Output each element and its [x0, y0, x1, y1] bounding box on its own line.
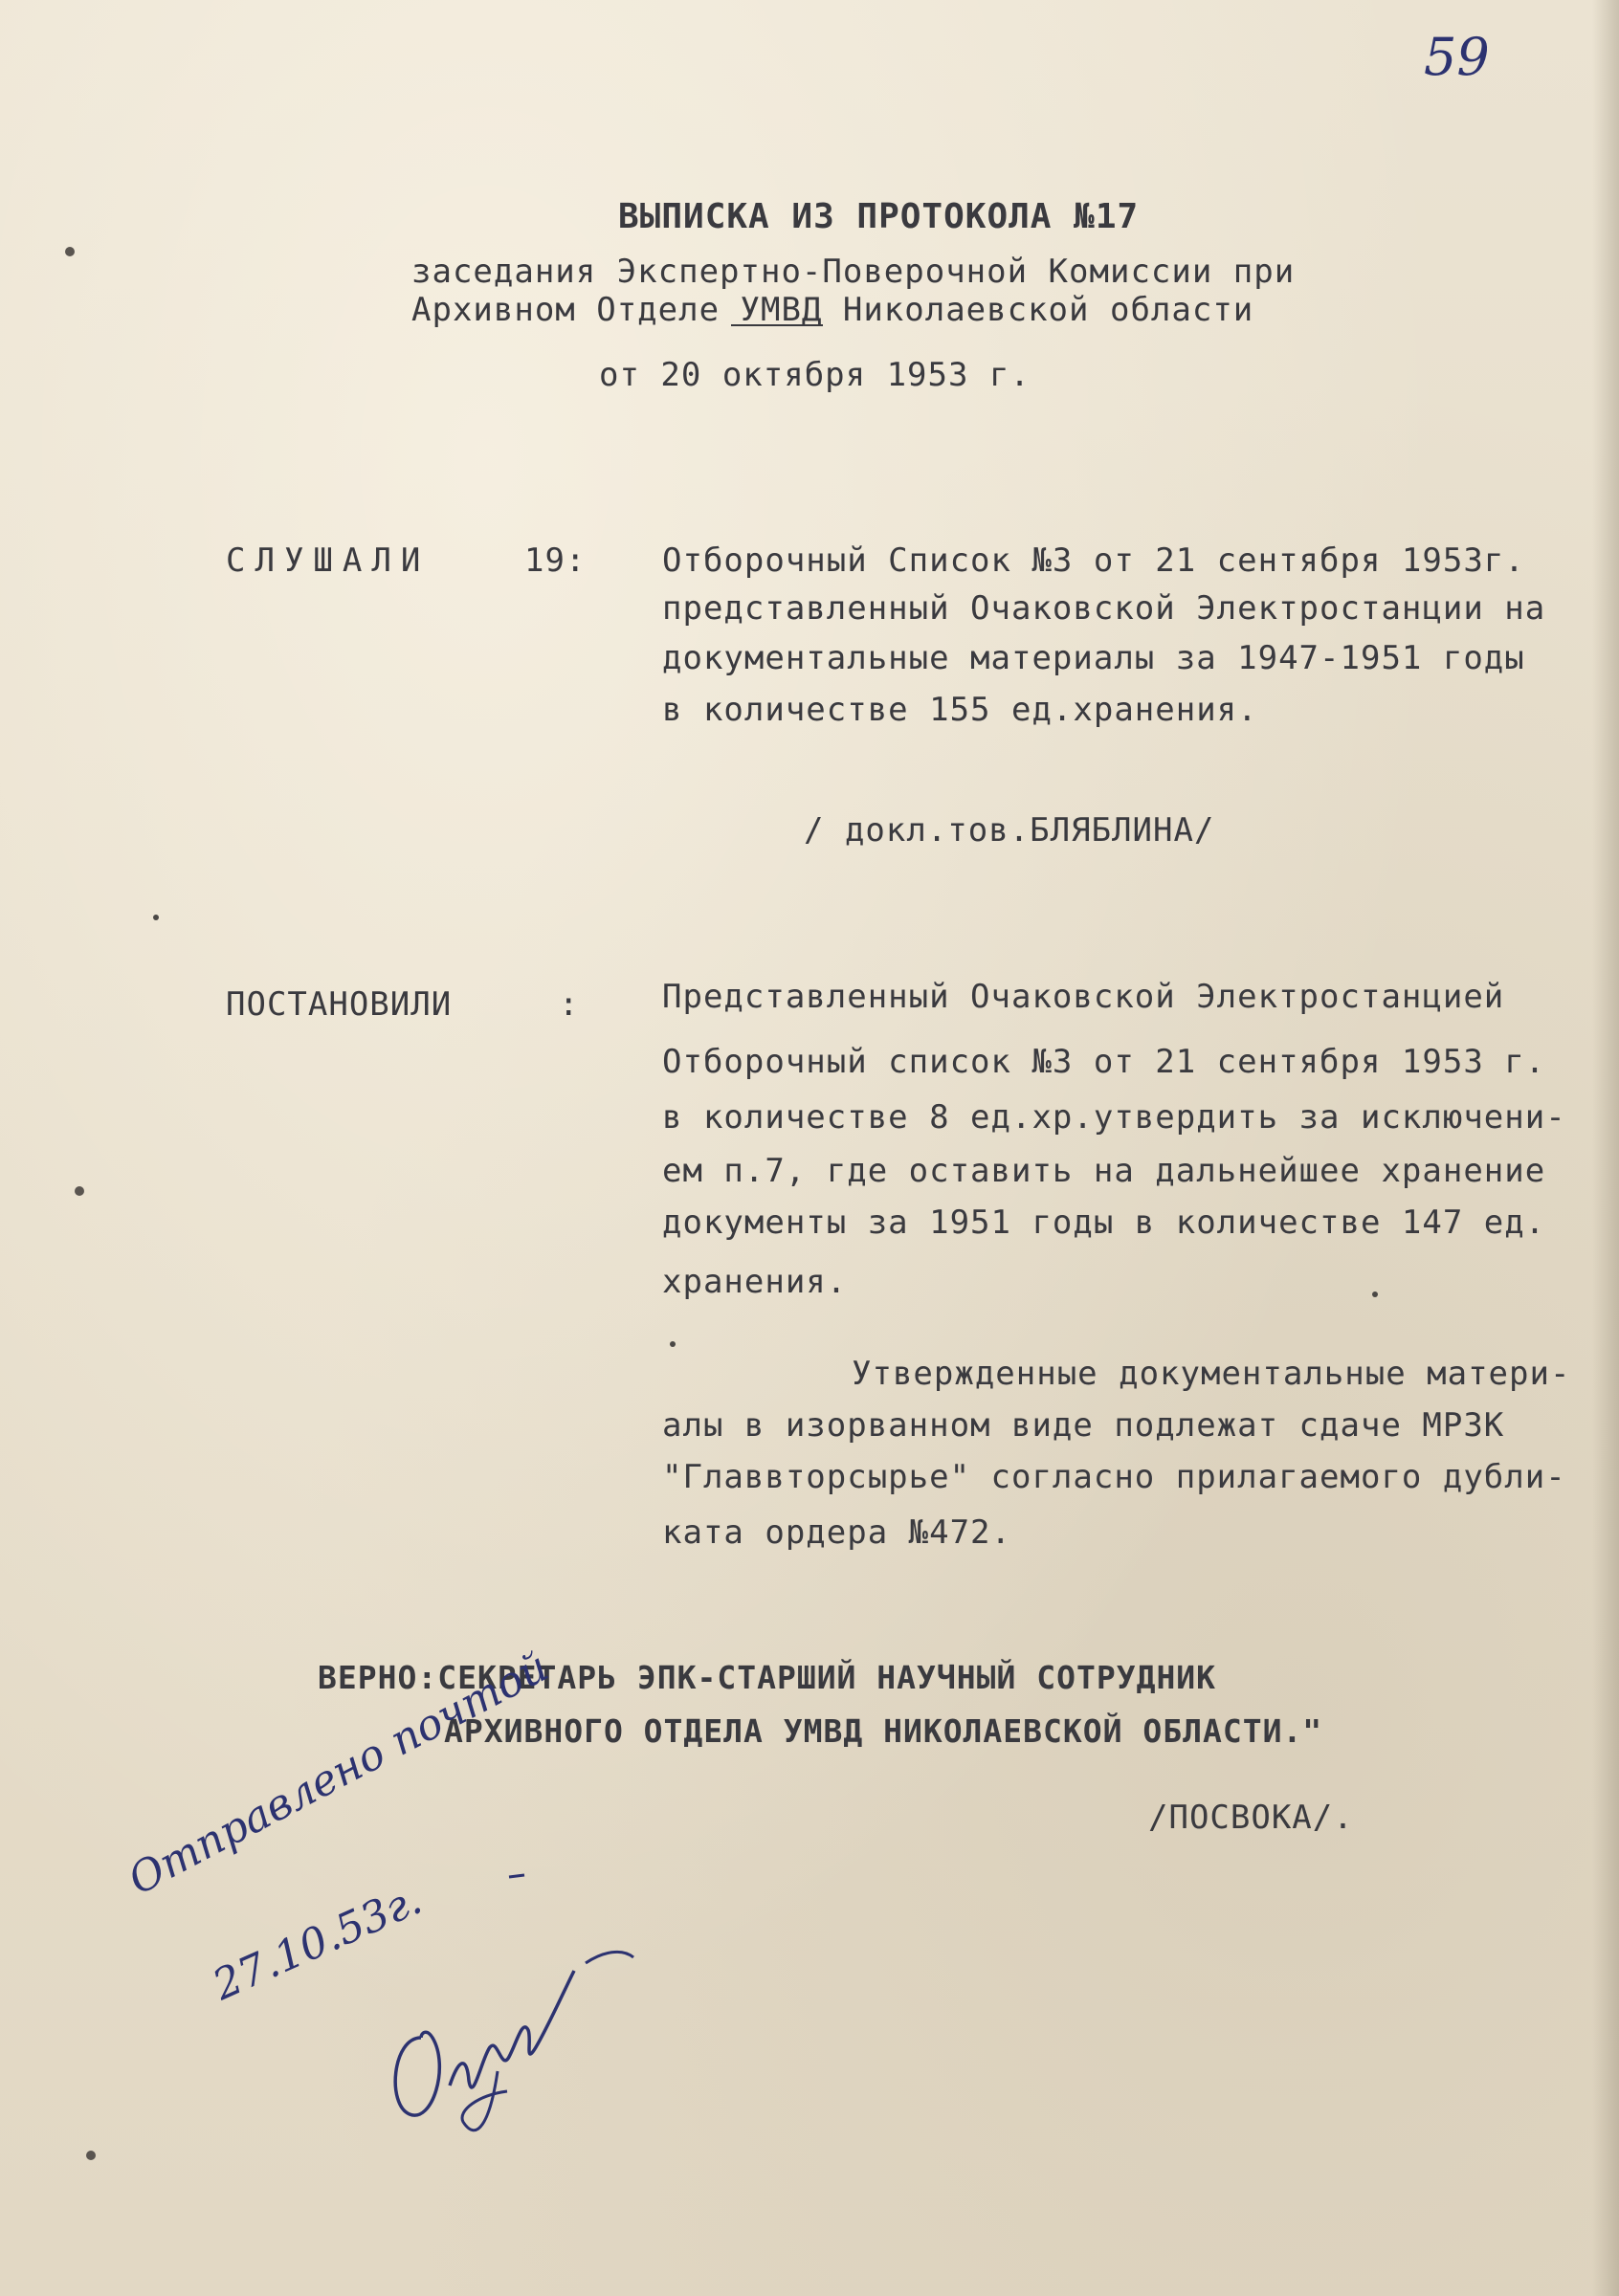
- slushali-number: 19:: [524, 541, 587, 580]
- postanovili-line: ем п.7, где оставить на дальнейшее хранение: [662, 1152, 1546, 1190]
- resolution-paragraph-line: Утвержденные документальные матери-: [852, 1355, 1571, 1393]
- certification-line-2: АРХИВНОГО ОТДЕЛА УМВД НИКОЛАЕВСКОЙ ОБЛАСТИ.": [444, 1712, 1323, 1750]
- postanovili-line: Представленный Очаковской Электростанцией: [662, 978, 1505, 1016]
- handwritten-note-line-1: Отправлено почтой: [121, 1642, 557, 1905]
- slushali-line: Отборочный Список №3 от 21 сентября 1953г.: [662, 541, 1525, 580]
- handwritten-note-line-2: 27.10.53г.: [206, 1874, 430, 2010]
- postanovili-colon: :: [559, 985, 580, 1024]
- reporter-note: / докл.тов.БЛЯБЛИНА/: [804, 811, 1215, 850]
- postanovili-line: документы за 1951 годы в количестве 147 ед.: [662, 1203, 1546, 1242]
- ink-speck: [1372, 1292, 1378, 1297]
- postanovili-line: хранения.: [662, 1263, 848, 1301]
- slushali-line: представленный Очаковской Электростанции на: [662, 589, 1546, 628]
- ink-speck: [153, 915, 159, 920]
- postanovili-label: ПОСТАНОВИЛИ: [226, 985, 453, 1024]
- page-number: 59: [1424, 27, 1490, 87]
- punch-mark: [65, 247, 75, 256]
- slushali-line: в количестве 155 ед.хранения.: [662, 691, 1258, 729]
- document-title: ВЫПИСКА ИЗ ПРОТОКОЛА №17: [618, 197, 1140, 236]
- ink-speck: [670, 1341, 676, 1347]
- punch-mark: [75, 1186, 84, 1196]
- slushali-line: документальные материалы за 1947-1951 годы: [662, 639, 1525, 677]
- page-edge-shadow: [1592, 0, 1619, 2296]
- punch-mark: [86, 2151, 96, 2160]
- certification-line-1: ВЕРНО:СЕКРЕТАРЬ ЭПК-СТАРШИЙ НАУЧНЫЙ СОТРУДНИК: [318, 1659, 1217, 1696]
- postanovili-line: в количестве 8 ед.хр.утвердить за исключени-: [662, 1098, 1566, 1137]
- resolution-paragraph-line: ката ордера №472.: [662, 1513, 1011, 1552]
- signatory-name: /ПОСВОКА/.: [1148, 1799, 1354, 1837]
- resolution-paragraph-line: "Главвторсырье" согласно прилагаемого дубли-: [662, 1458, 1566, 1496]
- document-date: от 20 октября 1953 г.: [599, 356, 1031, 394]
- header-subtitle-line-2: Архивном Отделе УМВД Николаевской области: [411, 291, 1254, 329]
- postanovili-line: Отборочный список №3 от 21 сентября 1953 г.: [662, 1043, 1546, 1081]
- slushali-label: СЛУШАЛИ: [226, 541, 431, 580]
- header-subtitle-line-1: заседания Экспертно-Поверочной Комиссии при: [411, 253, 1296, 291]
- resolution-paragraph-line: алы в изорванном виде подлежат сдаче МРЗК: [662, 1406, 1505, 1445]
